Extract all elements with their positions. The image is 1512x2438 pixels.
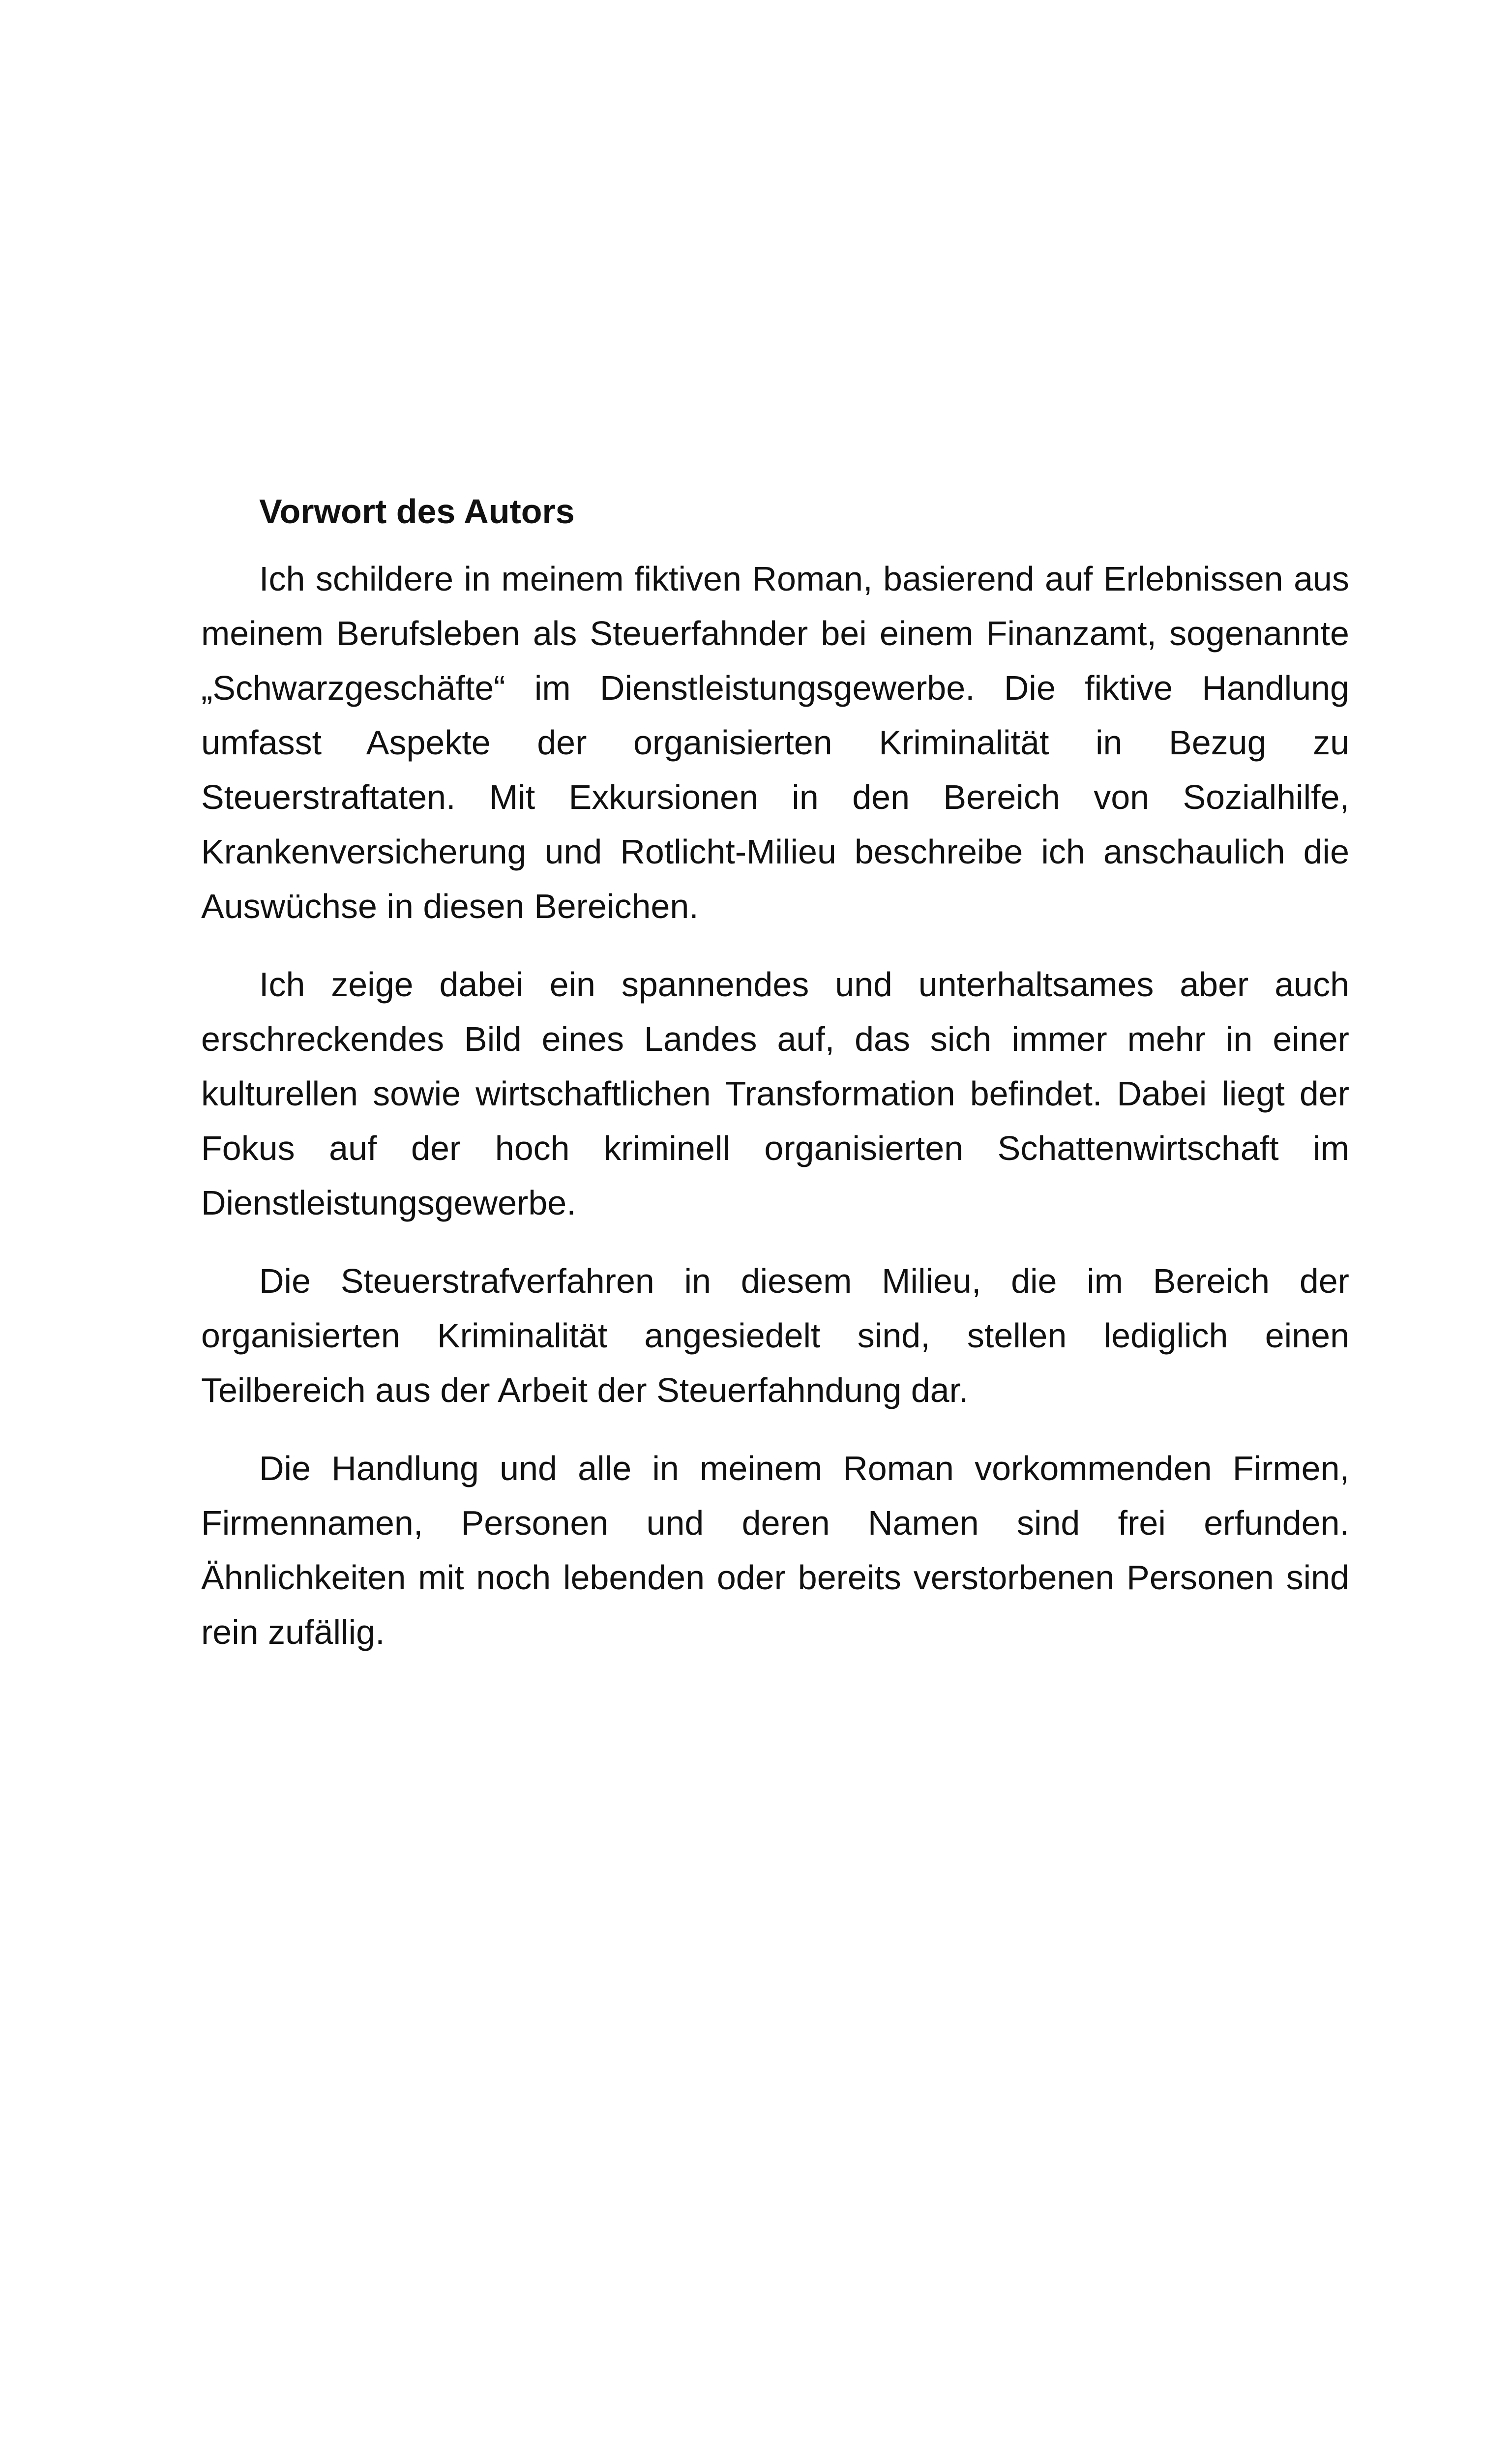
paragraph-3: Die Steuerstrafverfahren in diesem Milieu, die im Bereich der organisierten Kriminalität angesiedelt sind, stellen lediglich einen Teilbereich aus der Arbeit der Steuerfahndung dar.	[201, 1262, 1349, 1409]
paragraph-4: Die Handlung und alle in meinem Roman vorkommenden Firmen, Firmennamen, Personen und deren Namen sind frei erfunden. Ähnlichkeiten mit noch lebenden oder bereits verstorbenen Personen sind rein zufällig.	[201, 1449, 1349, 1651]
preface-section	[201, 484, 1349, 1683]
preface-heading: Vorwort des Autors	[259, 492, 575, 531]
paragraph-1: Ich schildere in meinem fiktiven Roman, basierend auf Erlebnissen aus meinem Berufsleben als Steuerfahnder bei einem Finanzamt, sogenannte „Schwarzgeschäfte“ im Dienstleistungsgewerbe. Die fiktive Handlung umfasst Aspekte der organisierten Kriminalität in Bezug zu Steuerstraftaten. Mit Exkursionen in den Bereich von Sozialhilfe, Krankenversicherung und Rotlicht-Milieu beschreibe ich anschaulich die Auswüchse in diesen Bereichen.	[201, 560, 1349, 925]
paragraph-2: Ich zeige dabei ein spannendes und unterhaltsames aber auch erschreckendes Bild eines Landes auf, das sich immer mehr in einer kulturellen sowie wirtschaftlichen Transformation befindet. Dabei liegt der Fokus auf der hoch kriminell organisierten Schattenwirtschaft im Dienstleistungsgewerbe.	[201, 965, 1349, 1222]
